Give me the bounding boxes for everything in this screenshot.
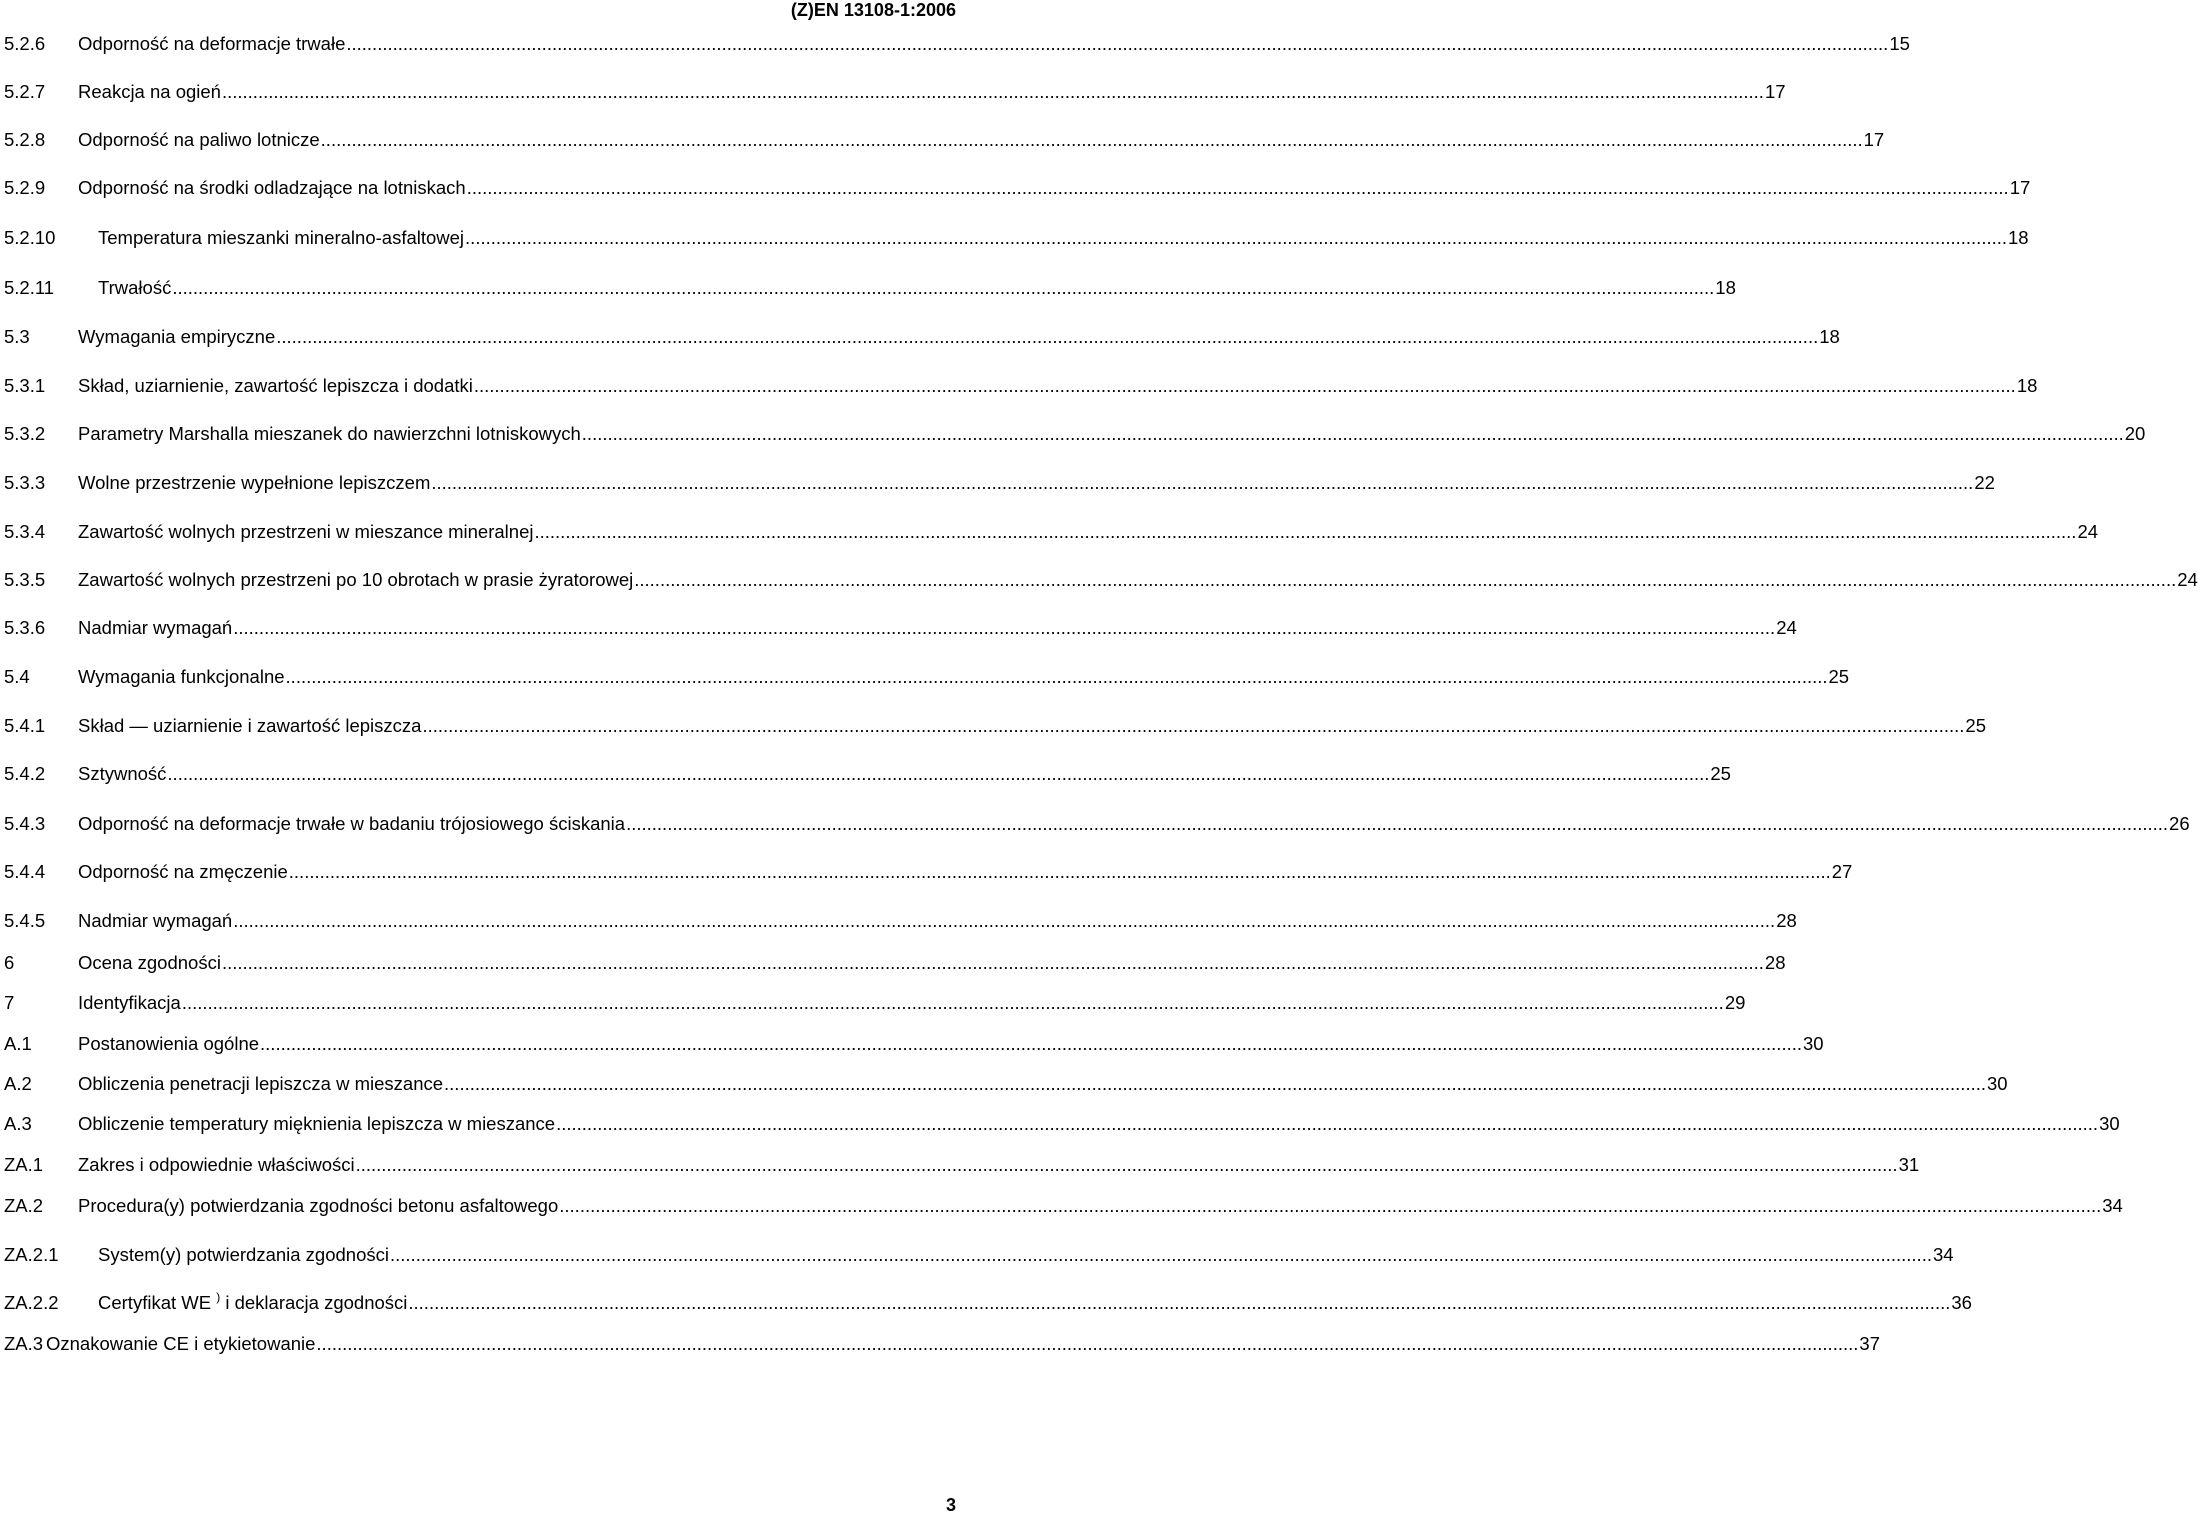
toc-entry[interactable] <box>4 520 2099 544</box>
page-number: 3 <box>945 1495 956 1515</box>
dot-leader: ............................................................................................................................................................................................................................................................................................................ <box>422 715 1965 736</box>
dot-leader: ............................................................................................................................................................................................................................................................................................................ <box>221 952 1764 973</box>
dot-leader: ............................................................................................................................................................................................................................................................................................................ <box>285 666 1828 687</box>
dot-leader: ............................................................................................................................................................................................................................................................................................................ <box>626 813 2169 834</box>
toc-entry-title <box>78 1032 259 1056</box>
toc-entry-number: 5.2.10 <box>4 227 56 248</box>
toc-entry-title <box>78 176 466 200</box>
toc-entry-page: 25 <box>1710 763 1731 784</box>
toc-entry-number: 5.4.1 <box>4 715 46 736</box>
dot-leader: ............................................................................................................................................................................................................................................................................................................ <box>581 423 2124 444</box>
toc-entry-title-text: Identyfikacja <box>78 992 181 1013</box>
toc-entry-title <box>98 1291 407 1317</box>
dot-leader: ............................................................................................................................................................................................................................................................................................................ <box>444 1073 1986 1094</box>
toc-entry-number: A.2 <box>4 1073 32 1094</box>
toc-entry[interactable] <box>4 1332 1880 1356</box>
toc-entry-number: ZA.1 <box>4 1154 44 1175</box>
dot-leader: ............................................................................................................................................................................................................................................................................................................ <box>534 521 2077 542</box>
toc-entry-title <box>78 325 275 349</box>
toc-entry-page: 18 <box>2016 375 2038 396</box>
toc-entry-title <box>78 762 166 786</box>
dot-leader: ............................................................................................................................................................................................................................................................................................................ <box>288 861 1831 882</box>
toc-entry-title-text: Skład, uziarnienie, zawartość lepiszcza i dodatki <box>78 375 473 396</box>
dot-leader: ............................................................................................................................................................................................................................................................................................................ <box>233 910 1776 931</box>
toc-entry-number: 5.3.5 <box>4 569 46 590</box>
toc-entry[interactable] <box>4 1243 1954 1267</box>
toc-entry-number: 5.2.6 <box>4 33 46 54</box>
toc-entry-title <box>78 1072 443 1096</box>
toc-entry-number: 5.3.2 <box>4 423 46 444</box>
toc-entry-number: ZA.2.2 <box>4 1292 59 1313</box>
dot-leader: ............................................................................................................................................................................................................................................................................................................ <box>316 1333 1859 1354</box>
toc-entry-title-text: Odporność na paliwo lotnicze <box>78 129 320 150</box>
toc-entry[interactable] <box>4 1153 1920 1177</box>
toc-entry-page: 17 <box>2009 177 2031 198</box>
toc-entry-number: 5.3.3 <box>4 472 46 493</box>
standard-code: (Z)EN 13108-1:2006 <box>790 0 956 20</box>
dot-leader: ............................................................................................................................................................................................................................................................................................................ <box>390 1244 1932 1265</box>
toc-entry-number: 5.4.5 <box>4 910 46 931</box>
dot-leader: ............................................................................................................................................................................................................................................................................................................ <box>181 992 1724 1013</box>
toc-entry-title <box>78 1194 558 1218</box>
toc-entry-page: 34 <box>2102 1195 2123 1216</box>
toc-entry[interactable] <box>4 1194 2123 1218</box>
toc-entry-title <box>78 422 581 446</box>
toc-entry-page: 37 <box>1859 1333 1880 1354</box>
toc-entry-title <box>78 909 232 933</box>
dot-leader: ............................................................................................................................................................................................................................................................................................................ <box>473 375 2016 396</box>
toc-entry-title-text: Ocena zgodności <box>78 952 221 973</box>
toc-entry-number: ZA.3 <box>4 1333 44 1354</box>
toc-entry-title-text: System(y) potwierdzania zgodności <box>98 1244 389 1265</box>
toc-entry[interactable] <box>4 1072 2008 1096</box>
toc-entry-title-text: Wymagania empiryczne <box>78 326 276 347</box>
toc-entry-title <box>78 860 288 884</box>
toc-entry-title-text: Postanowienia ogólne <box>78 1033 260 1054</box>
toc-entry-page: 17 <box>1764 81 1786 102</box>
toc-entry[interactable] <box>4 1290 1972 1315</box>
toc-entry-page: 28 <box>1776 910 1797 931</box>
toc-entry[interactable] <box>4 991 1746 1015</box>
toc-entry-page: 25 <box>1965 715 1986 736</box>
toc-entry-title-text: Procedura(y) potwierdzania zgodności betonu asfaltowego <box>78 1195 559 1216</box>
toc-entry-page: 18 <box>2008 227 2029 248</box>
toc-entry[interactable] <box>4 714 1986 738</box>
toc-entry-title-text: i deklaracja zgodności <box>225 1292 408 1313</box>
toc-entry-page: 28 <box>1764 952 1786 973</box>
toc-entry-number: A.3 <box>4 1113 32 1134</box>
toc-entry-page: 24 <box>2077 521 2099 542</box>
toc-entry-title <box>78 1112 555 1136</box>
toc-entry-page: 24 <box>1776 617 1797 638</box>
toc-entry-title-text: Sztywność <box>78 763 167 784</box>
toc-entry-page: 17 <box>1863 129 1885 150</box>
toc-entry-number: 5.3.1 <box>4 375 46 396</box>
toc-entry-page: 25 <box>1828 666 1850 687</box>
dot-leader: ............................................................................................................................................................................................................................................................................................................ <box>320 129 1863 150</box>
toc-entry[interactable] <box>4 128 1885 152</box>
toc-entry-number: 5.2.9 <box>4 177 46 198</box>
toc-entry[interactable] <box>4 1112 2120 1136</box>
dot-leader: ............................................................................................................................................................................................................................................................................................................ <box>221 81 1764 102</box>
toc-entry-title <box>78 616 232 640</box>
toc-entry-page: 20 <box>2124 423 2146 444</box>
toc-entry-page: 26 <box>2169 813 2190 834</box>
toc-entry[interactable] <box>4 176 2031 200</box>
toc-entry-title <box>78 374 473 398</box>
toc-entry-title-text: Nadmiar wymagań <box>78 910 233 931</box>
toc-entry-title <box>98 1243 389 1267</box>
toc-entry-number: 5.4.4 <box>4 861 46 882</box>
toc-entry-title-text: Odporność na deformacje trwałe <box>78 33 346 54</box>
toc-entry-page: 29 <box>1724 992 1746 1013</box>
toc-entry[interactable] <box>4 762 1731 786</box>
toc-entry[interactable] <box>4 616 1797 640</box>
toc-entry-title-text: Reakcja na ogień <box>78 81 221 102</box>
dot-leader: ............................................................................................................................................................................................................................................................................................................ <box>431 472 1974 493</box>
toc-entry[interactable] <box>4 860 1853 884</box>
toc-entry-title-text: Odporność na deformacje trwałe w badaniu trójosiowego ściskania <box>78 813 626 834</box>
toc-entry[interactable] <box>4 32 1910 56</box>
toc-entry-title <box>98 276 171 300</box>
dot-leader: ............................................................................................................................................................................................................................................................................................................ <box>559 1195 2102 1216</box>
toc-entry-page: 24 <box>2177 569 2198 590</box>
toc-entry-number: 5.3 <box>4 326 30 347</box>
toc-entry-number: 7 <box>4 992 15 1013</box>
toc-entry-title <box>78 568 633 592</box>
toc-entry-title-text: Obliczenia penetracji lepiszcza w mieszance <box>78 1073 444 1094</box>
toc-entry-title-text: Nadmiar wymagań <box>78 617 233 638</box>
toc-entry[interactable] <box>4 471 1995 495</box>
toc-entry-title-text: Parametry Marshalla mieszanek do nawierzchni lotniskowych <box>78 423 581 444</box>
toc-entry-page: 18 <box>1819 326 1840 347</box>
toc-entry-title-text: Zawartość wolnych przestrzeni po 10 obrotach w prasie żyratorowej <box>78 569 634 590</box>
toc-entry-title-text: Zakres i odpowiednie właściwości <box>78 1154 355 1175</box>
toc-entry-title <box>78 714 421 738</box>
toc-entry-number: 5.3.4 <box>4 521 46 542</box>
toc-entry-page: 27 <box>1831 861 1853 882</box>
toc-entry-title <box>78 665 285 689</box>
toc-entry-page: 15 <box>1889 33 1910 54</box>
toc-entry-page: 36 <box>1951 1292 1972 1313</box>
toc-entry-footnote-mark: ) <box>216 1290 221 1304</box>
toc-entry-title-text: Odporność na zmęczenie <box>78 861 288 882</box>
toc-entry-page: 30 <box>1803 1033 1824 1054</box>
dot-leader: ............................................................................................................................................................................................................................................................................................................ <box>408 1292 1951 1313</box>
toc-entry-title <box>98 226 464 250</box>
toc-entry-title-text: Trwałość <box>98 277 172 298</box>
toc-entry-title-text: Skład — uziarnienie i zawartość lepiszcza <box>78 715 422 736</box>
toc-entry[interactable] <box>4 812 2190 836</box>
toc-entry-number: 6 <box>4 952 15 973</box>
dot-leader: ............................................................................................................................................................................................................................................................................................................ <box>167 763 1710 784</box>
toc-entry-title <box>78 520 533 544</box>
toc-entry-number: 5.4 <box>4 666 30 687</box>
toc-entry-title <box>78 812 625 836</box>
toc-entry-number: 5.3.6 <box>4 617 46 638</box>
toc-entry-page: 34 <box>1932 1244 1954 1265</box>
dot-leader: ............................................................................................................................................................................................................................................................................................................ <box>346 33 1889 54</box>
toc-entry-title <box>78 80 221 104</box>
toc-entry[interactable] <box>4 325 1840 349</box>
toc-entry-title-text: Odporność na środki odladzające na lotniskach <box>78 177 466 198</box>
toc-entry[interactable] <box>4 276 1736 300</box>
toc-entry-number: 5.2.8 <box>4 129 46 150</box>
toc-entry[interactable] <box>4 226 2029 250</box>
toc-entry-page: 18 <box>1715 277 1736 298</box>
toc-entry[interactable] <box>4 422 2146 446</box>
toc-entry-number: 5.2.7 <box>4 81 46 102</box>
toc-entry-title <box>78 1153 355 1177</box>
dot-leader: ............................................................................................................................................................................................................................................................................................................ <box>634 569 2177 590</box>
toc-entry-title <box>46 1332 315 1356</box>
toc-entry[interactable] <box>4 568 2198 592</box>
toc-entry-title <box>78 471 430 495</box>
toc-entry-title-text: Wymagania funkcjonalne <box>78 666 285 687</box>
dot-leader: ............................................................................................................................................................................................................................................................................................................ <box>466 177 2009 198</box>
toc-entry-title-text: Temperatura mieszanki mineralno-asfaltowej <box>98 227 465 248</box>
toc-entry-number: A.1 <box>4 1033 32 1054</box>
dot-leader: ............................................................................................................................................................................................................................................................................................................ <box>556 1113 2099 1134</box>
toc-entry[interactable] <box>4 80 1786 104</box>
toc-entry-number: ZA.2 <box>4 1195 44 1216</box>
toc-entry-title <box>78 951 221 975</box>
toc-entry[interactable] <box>4 1032 1824 1056</box>
toc-entry-number: 5.4.3 <box>4 813 46 834</box>
toc-entry-page: 30 <box>2099 1113 2120 1134</box>
toc-entry[interactable] <box>4 909 1797 933</box>
dot-leader: ............................................................................................................................................................................................................................................................................................................ <box>276 326 1819 347</box>
toc-entry[interactable] <box>4 951 1786 975</box>
toc-entry-page: 22 <box>1974 472 1995 493</box>
toc-entry-title-text: Obliczenie temperatury mięknienia lepiszcza w mieszance <box>78 1113 556 1134</box>
dot-leader: ............................................................................................................................................................................................................................................................................................................ <box>355 1154 1898 1175</box>
toc-entry-title <box>78 32 345 56</box>
toc-entry[interactable] <box>4 374 2038 398</box>
dot-leader: ............................................................................................................................................................................................................................................................................................................ <box>233 617 1776 638</box>
toc-entry-title-text: Wolne przestrzenie wypełnione lepiszczem <box>78 472 431 493</box>
toc-entry-title-text: Oznakowanie CE i etykietowanie <box>46 1333 316 1354</box>
toc-entry-number: ZA.2.1 <box>4 1244 59 1265</box>
toc-entry-page: 30 <box>1987 1073 2008 1094</box>
toc-entry-title <box>78 128 320 152</box>
toc-entry-title-text: Zawartość wolnych przestrzeni w mieszance mineralnej <box>78 521 534 542</box>
toc-entry-title <box>78 991 181 1015</box>
toc-entry-page: 31 <box>1898 1154 1920 1175</box>
toc-entry-number: 5.4.2 <box>4 763 46 784</box>
toc-entry[interactable] <box>4 665 1850 689</box>
toc-entry-number: 5.2.11 <box>4 277 55 298</box>
toc-entry-title-text: Certyfikat WE <box>98 1292 212 1313</box>
dot-leader: ............................................................................................................................................................................................................................................................................................................ <box>260 1033 1802 1054</box>
dot-leader: ............................................................................................................................................................................................................................................................................................................ <box>465 227 2008 248</box>
dot-leader: ............................................................................................................................................................................................................................................................................................................ <box>172 277 1715 298</box>
